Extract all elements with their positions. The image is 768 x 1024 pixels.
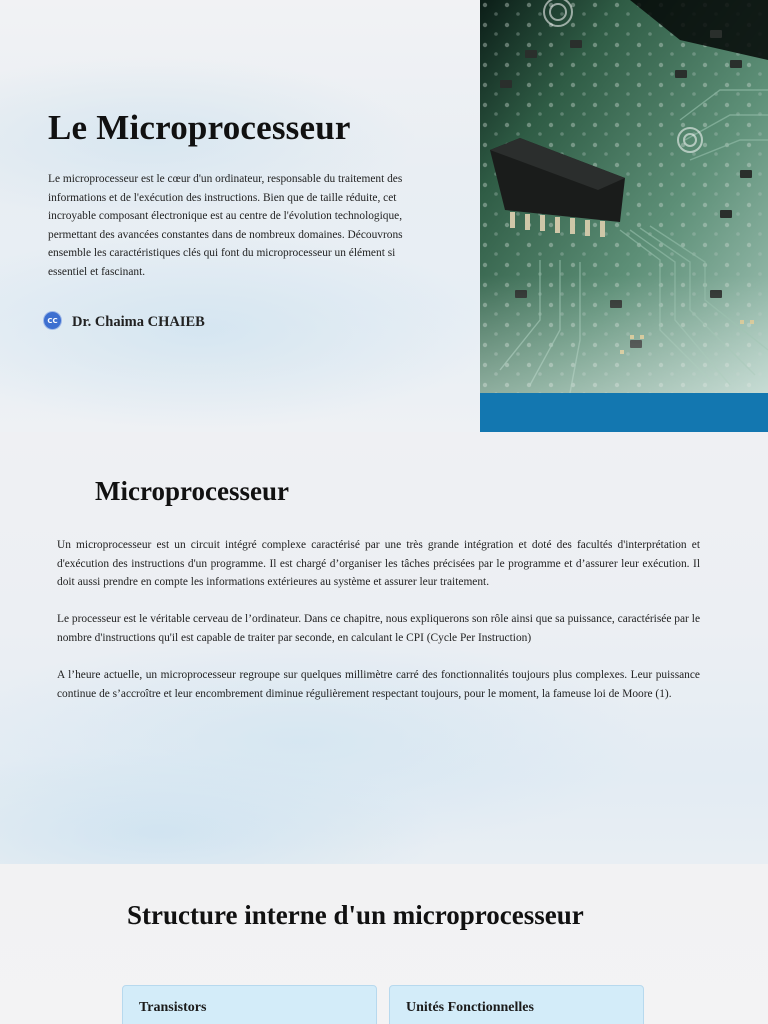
cc-license-icon: CC	[44, 312, 61, 329]
circuit-board-icon	[480, 0, 768, 393]
author-credit	[44, 310, 205, 331]
circuit-board-image	[480, 0, 768, 393]
card-unites-fonctionnelles	[389, 985, 644, 1024]
card-title: Transistors	[139, 1000, 207, 1015]
paragraph: A l’heure actuelle, un microprocesseur regroupe sur quelques millimètre carré des fonctionnalités toujours plus complexes. Leur puissance continue de s’accroître et leur encombrement diminue régulièrement respectant toujours, pour le moment, la fameuse loi de Moore (1).	[57, 669, 700, 700]
card-title: Unités Fonctionnelles	[406, 1000, 534, 1015]
hero-section	[0, 0, 768, 432]
hero-accent-band	[480, 393, 768, 432]
hero-description: Le microprocesseur est le cœur d'un ordinateur, responsable du traitement des informations et de l'exécution des instructions. Bien que de taille réduite, cet incroyable composant électronique est au centre de l'évolution technologique, permettant des avancées constantes dans de nombreux domaines. Découvrons ensemble les caractéristiques clés qui font du microprocesseur un élément si essentiel et fascinant.	[48, 173, 403, 278]
paragraph: Un microprocesseur est un circuit intégré complexe caractérisé par une très grande intégration et doté des facultés d'interprétation et d'exécution des instructions d'un programme. Il est chargé d’organiser les tâches précisées par le programme et d’assurer leur exécution. Il doit aussi prendre en compte les informations extérieures au système et assurer leur traitement.	[57, 539, 700, 589]
microprocesseur-section	[0, 432, 768, 864]
section-body	[57, 536, 700, 722]
paragraph: Le processeur est le véritable cerveau de l’ordinateur. Dans ce chapitre, nous expliquerons son rôle ainsi que sa puissance, caractérisée par le nombre d'instructions qu'il est capable de traiter par seconde, en calculant le CPI (Cycle Per Instruction)	[57, 613, 700, 644]
card-transistors	[122, 985, 377, 1024]
page-title: Le Microprocesseur	[48, 108, 351, 147]
section-title: Microprocesseur	[95, 476, 289, 506]
structure-section	[0, 864, 768, 1024]
section-title: Structure interne d'un microprocesseur	[127, 900, 584, 930]
hero-text-block	[48, 0, 418, 432]
author-name: Dr. Chaima CHAIEB	[72, 314, 205, 330]
